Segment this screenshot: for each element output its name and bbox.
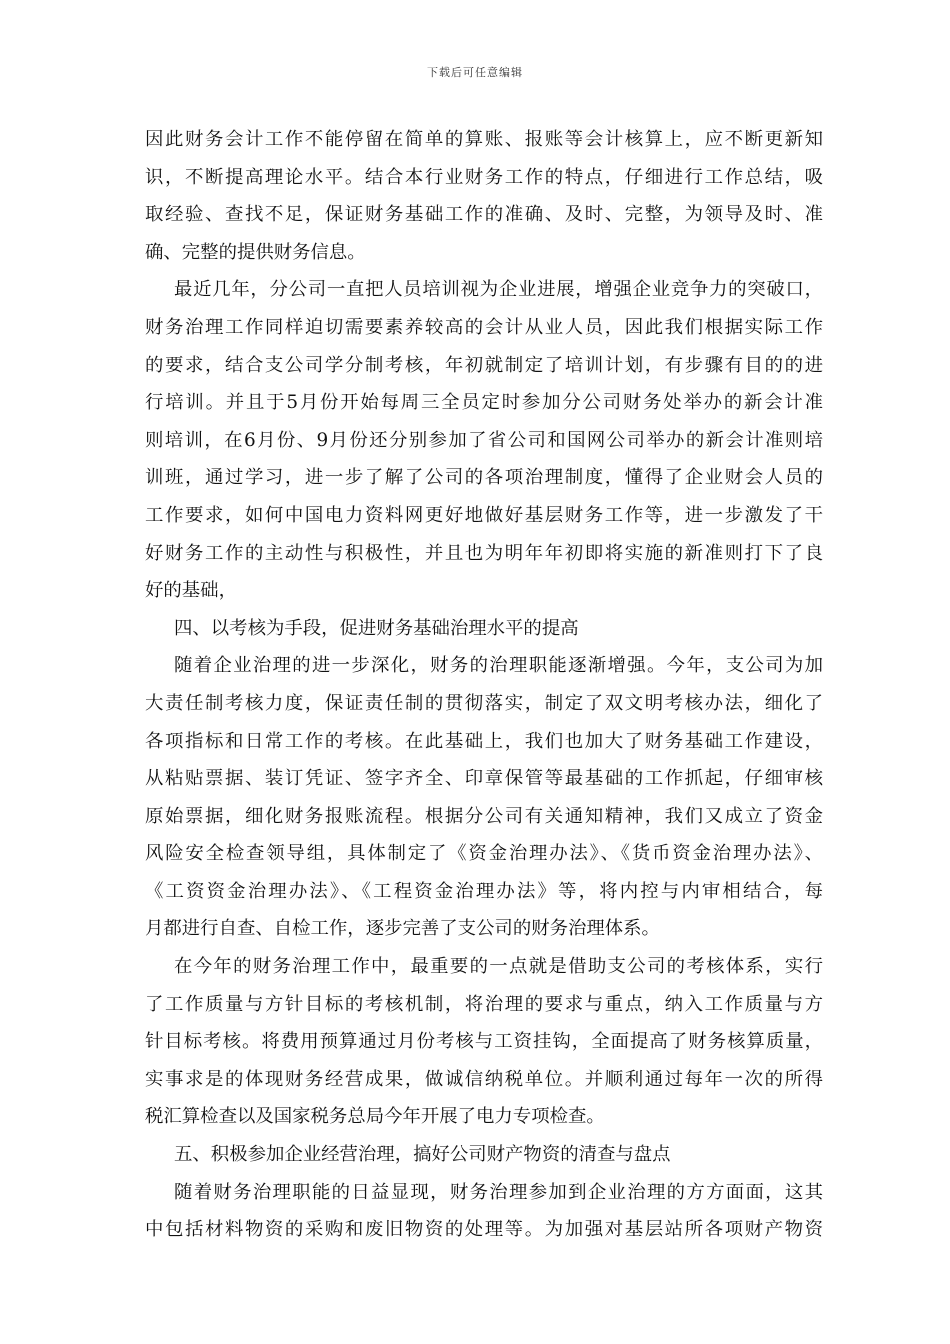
text-line: 最近几年，分公司一直把人员培训视为企业进展，增强企业竞争力的突破口， [174, 279, 823, 301]
text-line: 因此财务会计工作不能停留在简单的算账、报账等会计核算上，应不断更新知 [145, 129, 823, 150]
text-line: 税汇算检查以及国家税务总局今年开展了电力专项检查。 [145, 1106, 605, 1128]
text-line: 则培训，在6月份、9月份还分别参加了省公司和国网公司举办的新会计准则培 [145, 429, 823, 451]
text-line: 在今年的财务治理工作中，最重要的一点就是借助支公司的考核体系，实行 [174, 956, 823, 978]
text-line: 各项指标和日常工作的考核。在此基础上，我们也加大了财务基础工作建设， [145, 730, 823, 752]
text-line: 五、积极参加企业经营治理，搞好公司财产物资的清查与盘点 [174, 1144, 671, 1166]
text-line: 风险安全检查领导组，具体制定了《资金治理办法》、《货币资金治理办法》、 [145, 843, 823, 865]
text-line: 中包括材料物资的采购和废旧物资的处理等。为加强对基层站所各项财产物资 [145, 1219, 823, 1241]
text-line: 随着财务治理职能的日益显现，财务治理参加到企业治理的方方面面，这其 [174, 1181, 823, 1203]
text-line: 的要求，结合支公司学分制考核，年初就制定了培训计划，有步骤有目的的进 [145, 354, 823, 376]
text-line: 原始票据，细化财务报账流程。根据分公司有关通知精神，我们又成立了资金 [145, 805, 823, 827]
text-line: 行培训。并且于5月份开始每周三全员定时参加分公司财务处举办的新会计准 [145, 392, 823, 414]
text-line: 了工作质量与方针目标的考核机制，将治理的要求与重点，纳入工作质量与方 [145, 993, 823, 1015]
text-line: 四、以考核为手段，促进财务基础治理水平的提高 [174, 617, 579, 639]
text-line: 好的基础， [145, 580, 237, 602]
text-line: 大责任制考核力度，保证责任制的贯彻落实，制定了双文明考核办法，细化了 [145, 692, 823, 714]
text-line: 识，不断提高理论水平。结合本行业财务工作的特点，仔细进行工作总结，吸 [145, 166, 823, 188]
text-line: 针目标考核。将费用预算通过月份考核与工资挂钩，全面提高了财务核算质量， [145, 1031, 823, 1053]
text-line: 从粘贴票据、装订凭证、签字齐全、印章保管等最基础的工作抓起，仔细审核 [145, 768, 823, 790]
text-line: 财务治理工作同样迫切需要素养较高的会计从业人员，因此我们根据实际工作 [145, 316, 823, 338]
text-line: 随着企业治理的进一步深化，财务的治理职能逐渐增强。今年，支公司为加 [174, 655, 823, 677]
text-line: 实事求是的体现财务经营成果，做诚信纳税单位。并顺利通过每年一次的所得 [145, 1068, 823, 1090]
text-line: 《工资资金治理办法》、《工程资金治理办法》等，将内控与内审相结合，每 [145, 880, 823, 902]
document-body [145, 121, 823, 1249]
text-line: 取经验、查找不足，保证财务基础工作的准确、及时、完整，为领导及时、准 [145, 204, 823, 226]
text-line: 训班，通过学习，进一步了解了公司的各项治理制度，懂得了企业财会人员的 [145, 467, 823, 489]
page-header: 下载后可任意编辑 [427, 66, 523, 79]
text-line: 确、完整的提供财务信息。 [145, 241, 366, 263]
text-line: 工作要求，如何中国电力资料网更好地做好基层财务工作等，进一步激发了干 [145, 504, 823, 526]
text-line: 月都进行自查、自检工作，逐步完善了支公司的财务治理体系。 [145, 918, 660, 940]
text-line: 好财务工作的主动性与积极性，并且也为明年年初即将实施的新准则打下了良 [145, 542, 823, 564]
